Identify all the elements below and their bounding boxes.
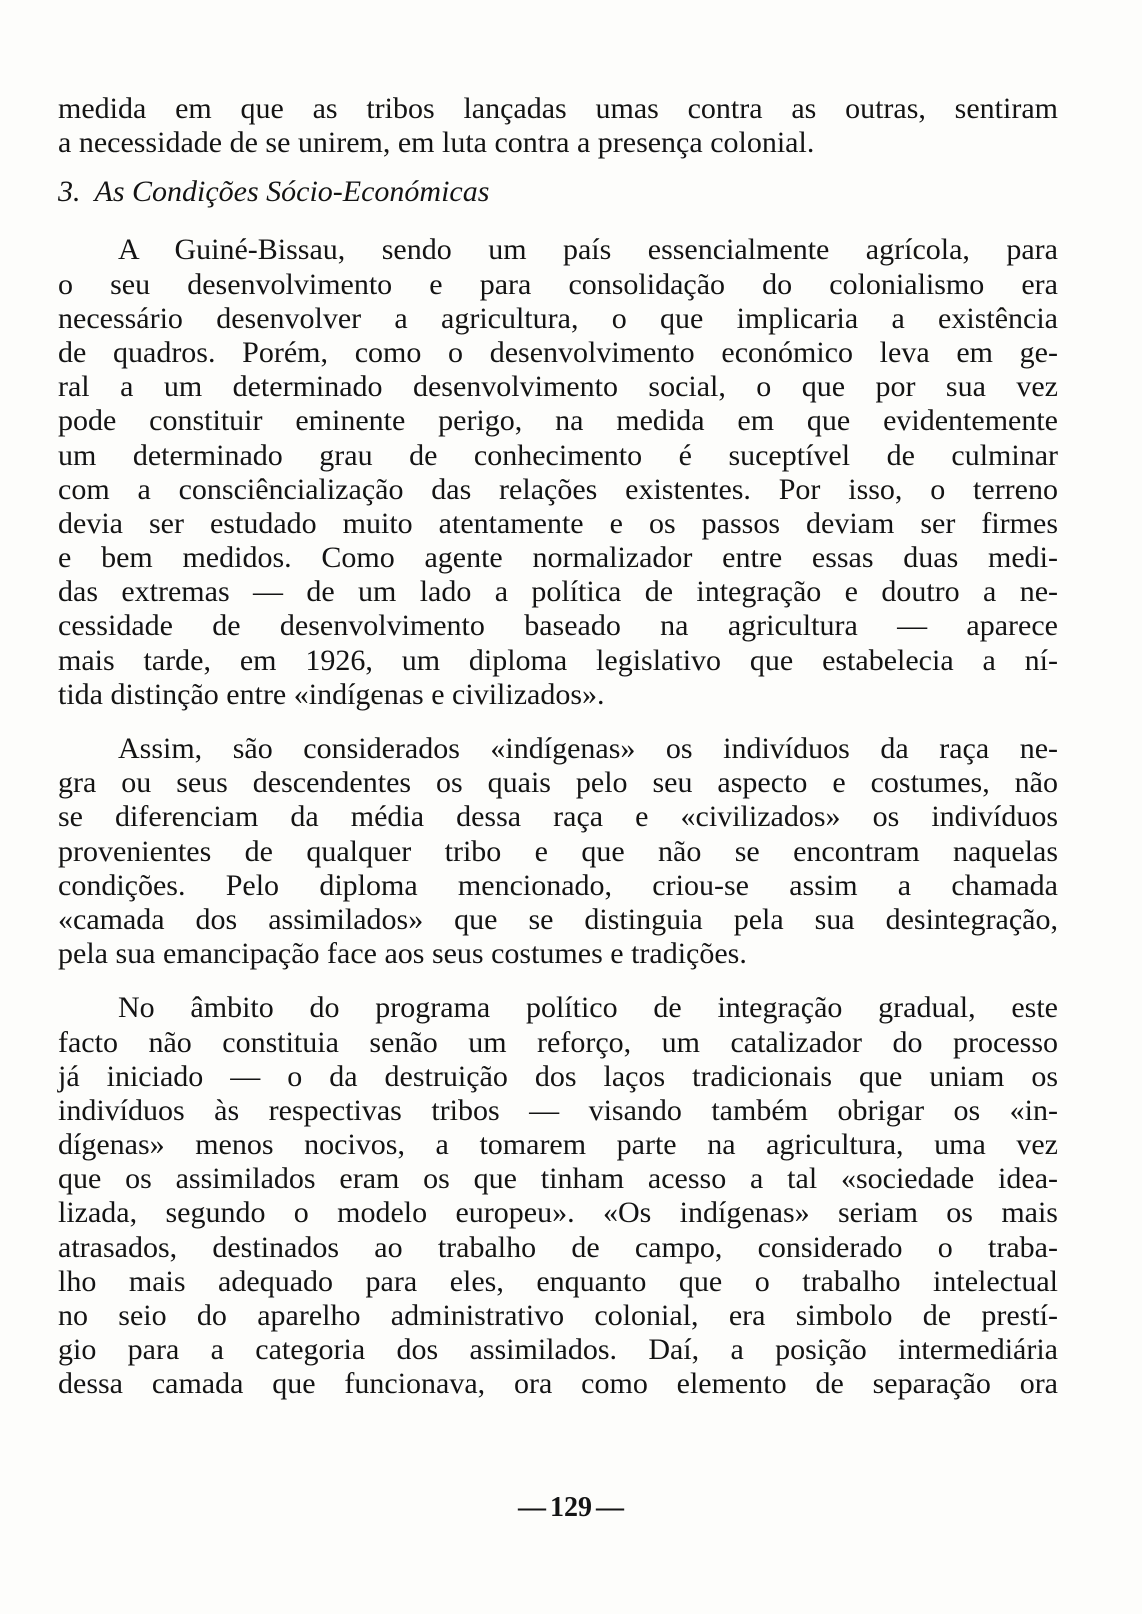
body-text (58, 92, 1058, 1402)
text-line: indivíduos às respectivas tribos — visando também obrigar os «in- (58, 1093, 1058, 1127)
page-number (0, 1492, 1142, 1524)
intro-paragraph (58, 92, 1058, 160)
text-line: no seio do aparelho administrativo colonial, era simbolo de prestí- (58, 1299, 1058, 1332)
text-line: lho mais adequado para eles, enquanto que o trabalho intelectual (58, 1264, 1058, 1298)
text-line: a necessidade de se unirem, em luta contra a presença colonial. (58, 126, 815, 160)
text-line: já iniciado — o da destruição dos laços tradicionais que uniam os (58, 1059, 1058, 1093)
text-line: se diferenciam da média dessa raça e «civilizados» os indivíduos (58, 800, 1058, 834)
text-line: mais tarde, em 1926, um diploma legislativo que estabelecia a ní- (58, 643, 1058, 677)
paragraph-2 (58, 732, 1058, 971)
text-line: um determinado grau de conhecimento é suceptível de culminar (58, 438, 1058, 472)
text-line: cessidade de desenvolvimento baseado na agricultura — aparece (58, 609, 1058, 643)
page-number-value: 129 (550, 1492, 592, 1523)
text-line: dígenas» menos nocivos, a tomarem parte na agricultura, uma vez (58, 1128, 1058, 1162)
paragraph-gap (58, 712, 1058, 732)
text-line: pela sua emancipação face aos seus costumes e tradições. (58, 937, 747, 971)
text-line: medida em que as tribos lançadas umas contra as outras, sentiram (58, 92, 1058, 125)
text-line: gra ou seus descendentes os quais pelo seu aspecto e costumes, não (58, 766, 1058, 800)
text-line: atrasados, destinados ao trabalho de campo, considerado o traba- (58, 1230, 1058, 1264)
text-line: facto não constituia senão um reforço, um catalizador do processo (58, 1025, 1058, 1059)
text-line: A Guiné-Bissau, sendo um país essencialmente agrícola, para (118, 233, 1058, 267)
folio-dash-right: — (596, 1492, 624, 1523)
paragraph-3 (58, 991, 1058, 1401)
text-line: ral a um determinado desenvolvimento social, o que por sua vez (58, 370, 1058, 404)
section-title: As Condições Sócio-Económicas (94, 175, 490, 209)
text-line: e bem medidos. Como agente normalizador entre essas duas medi- (58, 541, 1058, 575)
text-line: Assim, são considerados «indígenas» os indivíduos da raça ne- (118, 732, 1058, 765)
paragraph-1 (58, 233, 1058, 712)
text-line: necessário desenvolver a agricultura, o que implicaria a existência (58, 301, 1058, 335)
section-heading (58, 175, 1058, 209)
folio-dash-left: — (518, 1492, 546, 1523)
text-line: que os assimilados eram os que tinham acesso a tal «sociedade idea- (58, 1162, 1058, 1196)
text-line: condições. Pelo diploma mencionado, criou-se assim a chamada (58, 868, 1058, 902)
text-line: das extremas — de um lado a política de integração e doutro a ne- (58, 575, 1058, 609)
paragraph-gap (58, 971, 1058, 991)
section-number: 3. (58, 175, 81, 209)
text-line: com a consciêncialização das relações existentes. Por isso, o terreno (58, 472, 1058, 506)
text-line: No âmbito do programa político de integração gradual, este (118, 991, 1058, 1025)
text-line: «camada dos assimilados» que se distinguia pela sua desintegração, (58, 902, 1058, 936)
text-line: devia ser estudado muito atentamente e os passos deviam ser firmes (58, 506, 1058, 540)
text-line: gio para a categoria dos assimilados. Daí, a posição intermediária (58, 1333, 1058, 1367)
text-line: de quadros. Porém, como o desenvolvimento económico leva em ge- (58, 335, 1058, 369)
text-line: provenientes de qualquer tribo e que não se encontram naquelas (58, 834, 1058, 868)
text-line: pode constituir eminente perigo, na medida em que evidentemente (58, 404, 1058, 438)
text-line: dessa camada que funcionava, ora como elemento de separação ora (58, 1367, 1058, 1401)
text-line: tida distinção entre «indígenas e civilizados». (58, 677, 605, 711)
text-line: o seu desenvolvimento e para consolidação do colonialismo era (58, 267, 1058, 301)
text-line: lizada, segundo o modelo europeu». «Os indígenas» seriam os mais (58, 1196, 1058, 1230)
